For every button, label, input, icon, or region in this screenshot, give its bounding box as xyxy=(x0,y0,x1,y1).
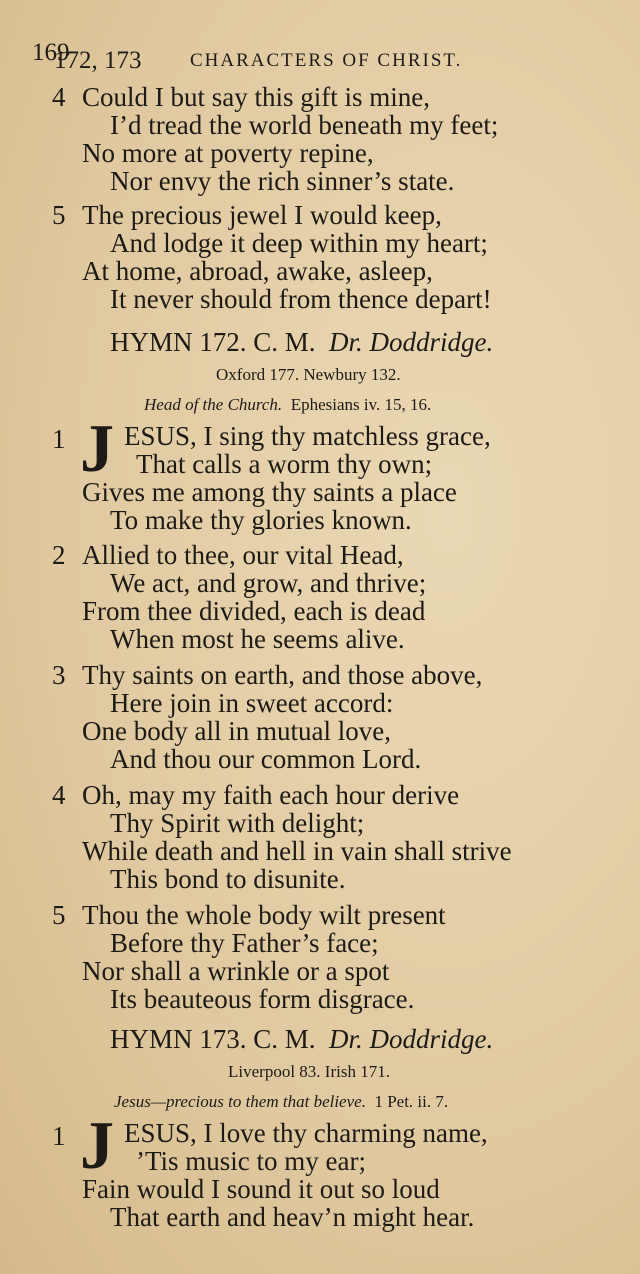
verse-number: 1 xyxy=(52,1121,66,1151)
verse-line: When most he seems alive. xyxy=(110,624,405,654)
hymn-number: HYMN 173. C. M. xyxy=(110,1024,316,1054)
verse-number: 5 xyxy=(52,200,66,230)
verse-line: Here join in sweet accord: xyxy=(110,688,394,718)
verse-line: Allied to thee, our vital Head, xyxy=(82,540,404,570)
verse-line: Thy saints on earth, and those above, xyxy=(82,660,483,690)
verse-line: Its beauteous form disgrace. xyxy=(110,984,415,1014)
tune-references: Oxford 177. Newbury 132. xyxy=(216,365,401,384)
verse-number: 1 xyxy=(52,424,66,454)
verse-line: Nor envy the rich sinner’s state. xyxy=(110,166,455,196)
hymn-title xyxy=(110,325,493,359)
verse-line: Could I but say this gift is mine, xyxy=(82,82,430,112)
verse-line: While death and hell in vain shall strive xyxy=(82,836,512,866)
drop-cap: J xyxy=(80,410,114,486)
verse-number: 5 xyxy=(52,900,66,930)
running-header xyxy=(32,39,592,78)
hymn-author: Dr. Doddridge. xyxy=(329,1024,494,1054)
verse-line: ESUS, I sing thy matchless grace, xyxy=(124,421,491,451)
scripture-reference: Ephesians iv. 15, 16. xyxy=(290,395,432,414)
verse-line: Thou the whole body wilt present xyxy=(82,900,446,930)
verse-line: We act, and grow, and thrive; xyxy=(110,568,427,598)
verse-line: Fain would I sound it out so loud xyxy=(82,1174,440,1204)
subject-text: Head of the Church. xyxy=(144,395,283,414)
verse-number: 4 xyxy=(52,780,66,810)
subject-text: Jesus—precious to them that believe. xyxy=(114,1092,366,1111)
verse-line: One body all in mutual love, xyxy=(82,716,391,746)
verse-line: At home, abroad, awake, asleep, xyxy=(82,256,433,286)
hymn-title xyxy=(110,1022,493,1056)
verse-line: I’d tread the world beneath my feet; xyxy=(110,110,499,140)
verse-line: Nor shall a wrinkle or a spot xyxy=(82,956,390,986)
verse-line: ESUS, I love thy charming name, xyxy=(124,1118,488,1148)
hymn-number: HYMN 172. C. M. xyxy=(110,327,316,357)
hymn-subject xyxy=(144,394,431,416)
verse-line: Before thy Father’s face; xyxy=(110,928,379,958)
drop-cap: J xyxy=(80,1107,114,1183)
verse-line: Oh, may my faith each hour derive xyxy=(82,780,460,810)
verse-line: The precious jewel I would keep, xyxy=(82,200,442,230)
verse-line: From thee divided, each is dead xyxy=(82,596,426,626)
verse-line: ’Tis music to my ear; xyxy=(136,1146,367,1176)
scripture-reference: 1 Pet. ii. 7. xyxy=(374,1092,449,1111)
verse-line: That earth and heav’n might hear. xyxy=(110,1202,475,1232)
verse-line: This bond to disunite. xyxy=(110,864,346,894)
verse-line: That calls a worm thy own; xyxy=(136,449,433,479)
verse-line: And thou our common Lord. xyxy=(110,744,422,774)
page-number: 169 xyxy=(32,39,70,66)
verse-number: 4 xyxy=(52,82,66,112)
verse-line: No more at poverty repine, xyxy=(82,138,374,168)
verse-line: And lodge it deep within my heart; xyxy=(110,228,488,258)
verse-number: 2 xyxy=(52,540,66,570)
verse-number: 3 xyxy=(52,660,66,690)
tune-references: Liverpool 83. Irish 171. xyxy=(228,1062,390,1081)
header-hymn-numbers: 172, 173 xyxy=(54,47,142,74)
hymn-subject xyxy=(114,1091,448,1113)
verse-line: It never should from thence depart! xyxy=(110,284,492,314)
verse-line: Gives me among thy saints a place xyxy=(82,477,457,507)
verse-line: Thy Spirit with delight; xyxy=(110,808,365,838)
hymn-author: Dr. Doddridge. xyxy=(329,327,494,357)
running-title: CHARACTERS OF CHRIST. xyxy=(190,50,463,71)
verse-line: To make thy glories known. xyxy=(110,505,412,535)
